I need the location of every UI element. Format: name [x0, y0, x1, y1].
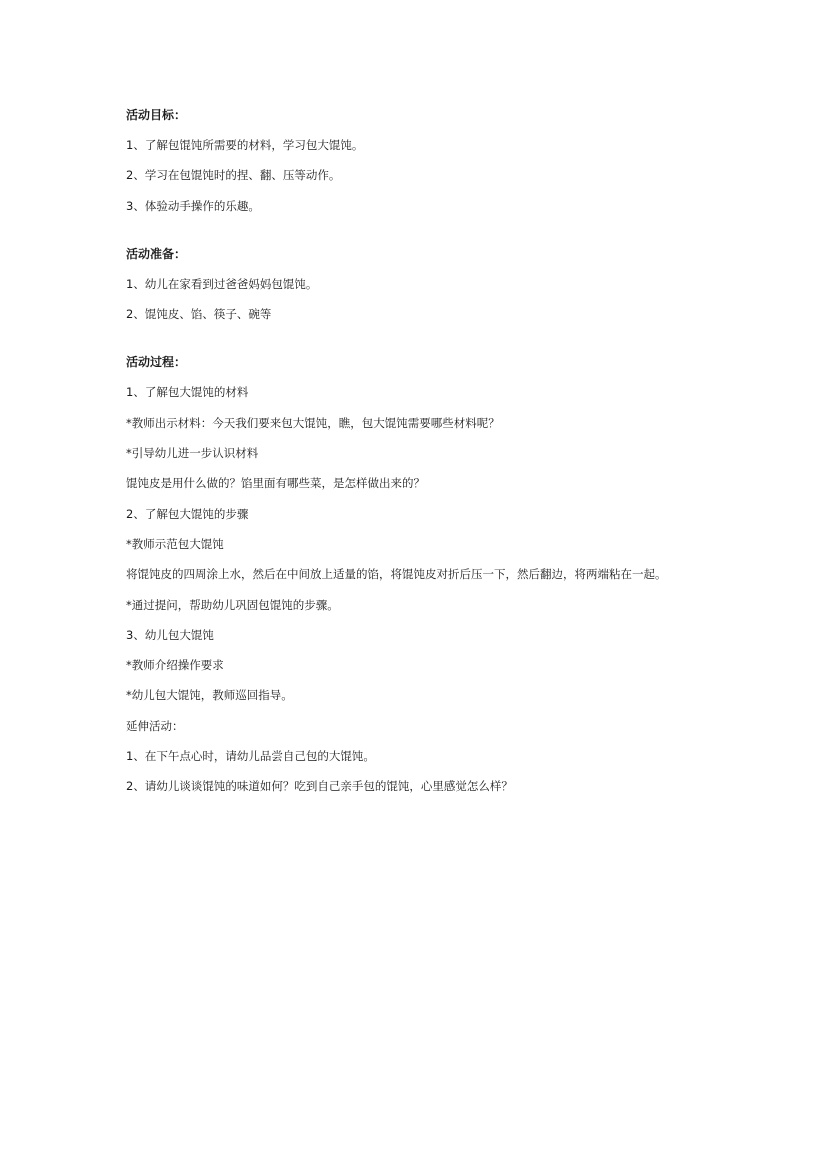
preparation-item: 2、馄饨皮、馅、筷子、碗等	[126, 307, 272, 322]
process-item: *教师介绍操作要求	[126, 658, 224, 673]
extension-item: 2、请幼儿谈谈馄饨的味道如何？吃到自己亲手包的馄饨，心里感觉怎么样？	[126, 779, 513, 794]
preparation-item: 1、幼儿在家看到过爸爸妈妈包馄饨。	[126, 276, 318, 291]
section-heading-process: 活动过程：	[126, 355, 187, 370]
document-page	[126, 107, 766, 809]
process-item: *引导幼儿进一步认识材料	[126, 446, 259, 461]
extension-heading: 延伸活动：	[126, 718, 184, 733]
process-item: *教师示范包大馄饨	[126, 536, 224, 551]
section-heading-goals: 活动目标：	[126, 108, 187, 122]
process-item: 3、幼儿包大馄饨	[126, 627, 214, 642]
process-item: 1、了解包大馄饨的材料	[126, 385, 249, 400]
goal-item: 2、学习在包馄饨时的捏、翻、压等动作。	[126, 168, 341, 183]
process-item: *教师出示材料：今天我们要来包大馄饨，瞧，包大馄饨需要哪些材料呢？	[126, 415, 500, 430]
process-item: 馄饨皮是用什么做的？馅里面有哪些菜，是怎样做出来的？	[126, 476, 425, 491]
process-item: 2、了解包大馄饨的步骤	[126, 506, 249, 521]
process-item: *幼儿包大馄饨，教师巡回指导。	[126, 688, 293, 703]
process-item: 将馄饨皮的四周涂上水，然后在中间放上适量的馅，将馄饨皮对折后压一下，然后翻边，将两端粘在一起。	[126, 567, 667, 582]
extension-item: 1、在下午点心时，请幼儿品尝自己包的大馄饨。	[126, 749, 375, 764]
section-spacer	[126, 228, 766, 246]
goal-item: 3、体验动手操作的乐趣。	[126, 198, 260, 213]
section-spacer	[126, 336, 766, 354]
goal-item: 1、了解包馄饨所需要的材料，学习包大馄饨。	[126, 138, 364, 152]
section-heading-preparation: 活动准备：	[126, 246, 187, 261]
process-item: *通过提问，帮助幼儿巩固包馄饨的步骤。	[126, 597, 339, 612]
